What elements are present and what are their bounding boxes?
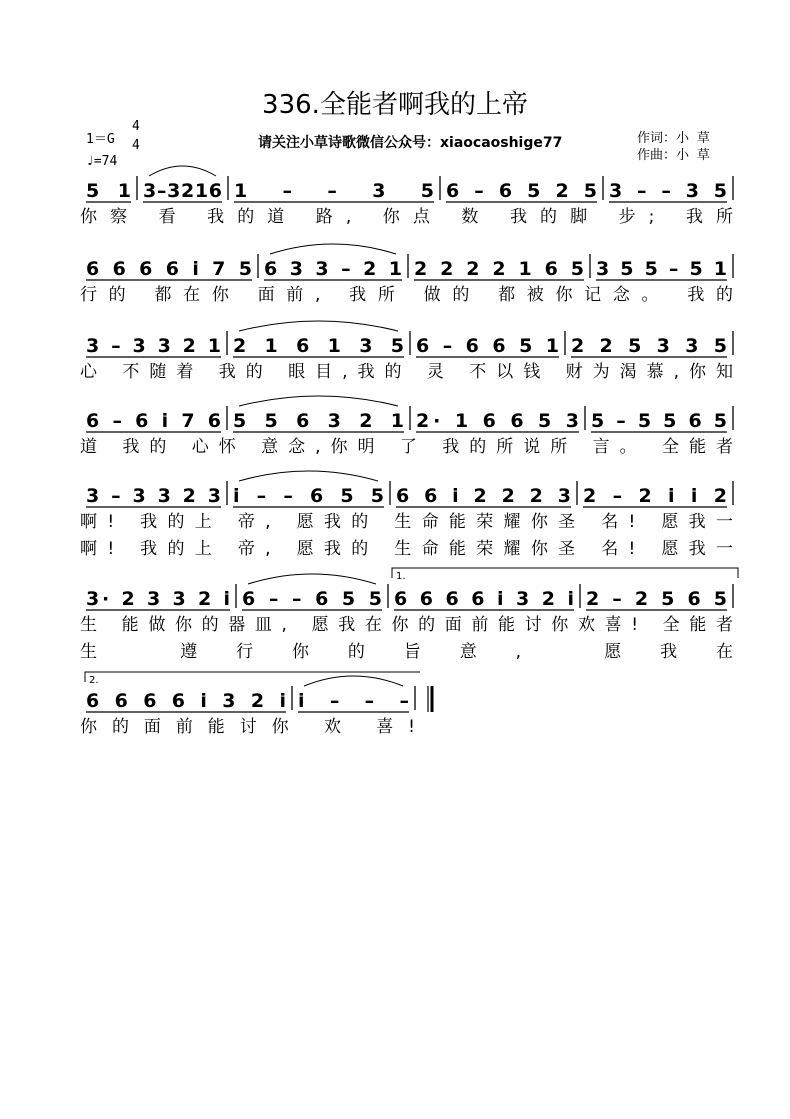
- lyric-line: 你的面前能讨你 欢 喜!: [80, 717, 415, 737]
- measure-notes: 2 1 6 1 3 5: [233, 335, 404, 357]
- slur-arc: [149, 166, 216, 176]
- measure-notes: 5 – 5 5 6 5: [591, 410, 727, 432]
- measure-notes: 6 – – 6 5 5: [242, 588, 382, 610]
- measure-notes: 6 6 6 6 i 7 5: [86, 258, 252, 280]
- time-signature-top: 4: [132, 119, 140, 134]
- song-title: 336.全能者啊我的上帝: [262, 90, 528, 120]
- key-signature: 1＝G: [86, 132, 115, 147]
- volta-1-bracket: [392, 568, 738, 578]
- measure-notes: 2· 1 6 6 5 3: [416, 410, 579, 432]
- lyric-line: 啊! 我的上 帝, 愿我的 生命能荣耀你圣 名! 愿我一: [80, 512, 733, 532]
- measure-notes: 6 3 3 – 2 1: [264, 258, 402, 280]
- slur-arc: [239, 471, 378, 481]
- measure-notes: 3 – 3 3 2 1: [86, 335, 221, 357]
- lyric-line: 生 遵行你的旨意, 愿我在: [80, 642, 733, 662]
- slur-arc: [304, 676, 403, 686]
- measure-notes: 6 – 6 6 5 1: [416, 335, 559, 357]
- measure-notes: 1 – – 3 5: [234, 180, 434, 202]
- measure-notes: i – – –: [298, 690, 409, 712]
- measure-notes: 3 – 3 2 1 6: [143, 180, 222, 202]
- measure-notes: 3 5 5 – 5 1: [596, 258, 727, 280]
- measure-notes: 5 5 6 3 2 1: [233, 410, 404, 432]
- lyricist-credit: 作词：小 草: [637, 131, 710, 146]
- measure-notes: 2 2 2 2 1 6 5: [414, 258, 584, 280]
- measure-notes: 2 – 2 i i 2: [583, 485, 727, 507]
- slur-arc: [248, 574, 376, 584]
- volta-2-label: 2.: [89, 675, 99, 686]
- measure-notes: 2 – 2 5 6 5: [586, 588, 727, 610]
- slur-arc: [239, 321, 398, 331]
- lyric-line: 心 不随着 我的 眼目,我的 灵 不以钱 财为渴慕,你知: [80, 362, 733, 382]
- slur-arc: [270, 244, 396, 254]
- lyric-line: 道 我的 心怀 意念,你明 了 我的所说所 言。 全能者: [80, 437, 733, 457]
- composer-credit: 作曲：小 草: [637, 148, 710, 163]
- measure-notes: i – – 6 5 5: [233, 485, 384, 507]
- lyric-line: 啊! 我的上 帝, 愿我的 生命能荣耀你圣 名! 愿我一: [80, 539, 733, 559]
- slur-arc: [239, 396, 398, 406]
- lyric-line: 生 能做你的器皿, 愿我在你的面前能讨你欢喜! 全能者: [80, 615, 733, 635]
- measure-notes: 6 6 6 6 i 3 2 i: [86, 690, 286, 712]
- volta-1-label: 1.: [396, 571, 406, 582]
- measure-notes: 6 6 6 6 i 3 2 i: [394, 588, 574, 610]
- lyric-line: 你察 看 我的道 路, 你点 数 我的脚 步; 我所: [80, 207, 733, 227]
- measure-notes: 6 – 6 5 2 5: [446, 180, 597, 202]
- measure-notes: 2 2 5 3 3 5: [571, 335, 727, 357]
- measure-notes: 6 – 6 i 7 6: [86, 410, 221, 432]
- measure-notes: 5 1: [86, 180, 131, 202]
- lyric-line: 行的 都在你 面前, 我所 做的 都被你记念。 我的: [80, 285, 733, 305]
- measure-notes: 3 – 3 3 2 3: [86, 485, 221, 507]
- subtitle: 请关注小草诗歌微信公众号：xiaocaoshige77: [258, 135, 563, 151]
- measure-notes: 3· 2 3 3 2 i: [86, 588, 230, 610]
- measure-notes: 3 – – 3 5: [609, 180, 727, 202]
- time-signature-bottom: 4: [132, 138, 140, 153]
- measure-notes: 6 6 i 2 2 2 3: [396, 485, 571, 507]
- tempo-marking: ♩=74: [86, 154, 118, 169]
